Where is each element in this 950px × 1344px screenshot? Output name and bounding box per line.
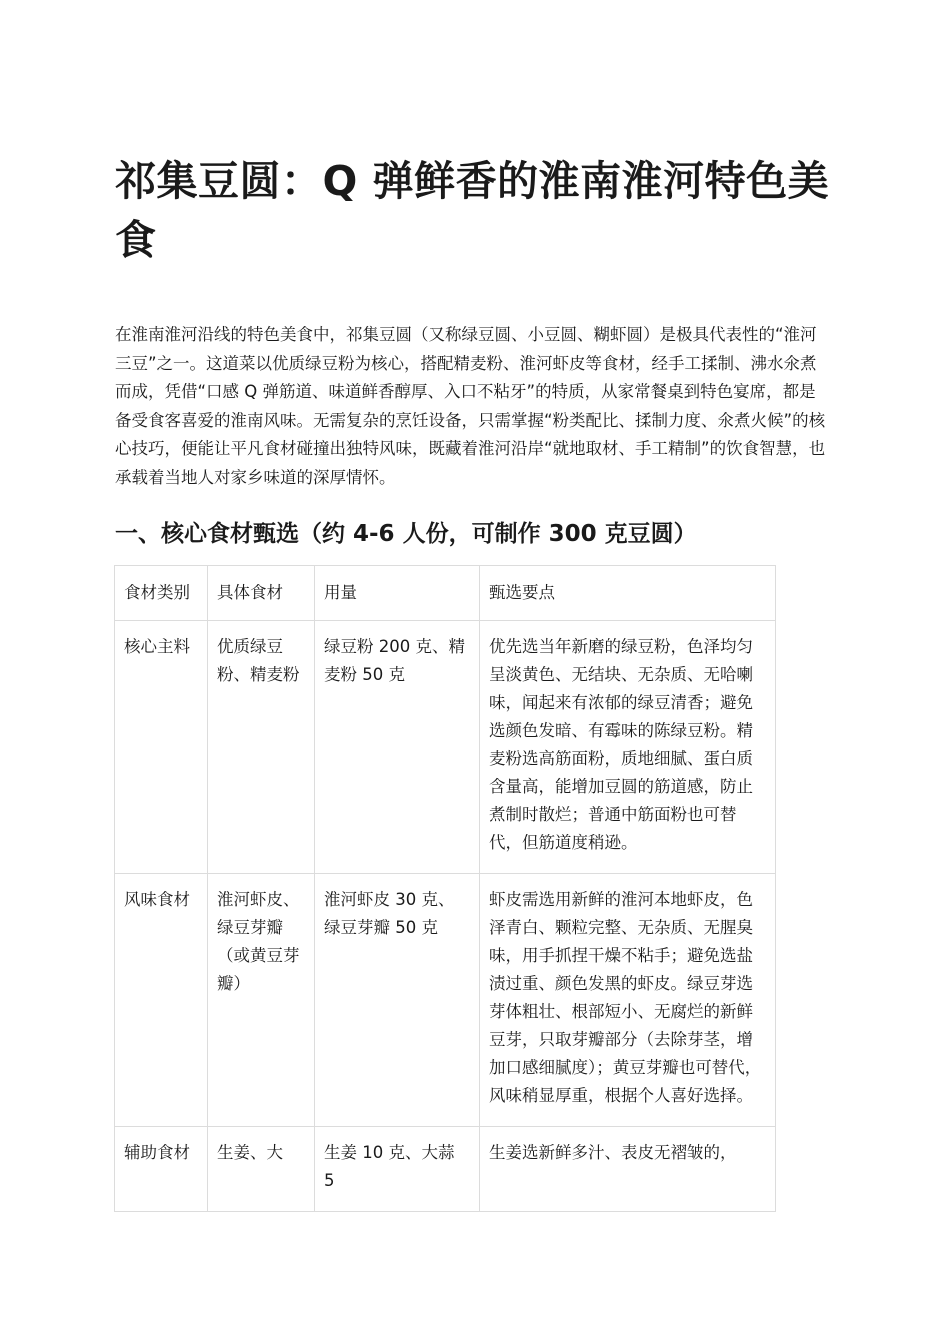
table-cell-ingredient: 淮河虾皮、绿豆芽瓣（或黄豆芽瓣） bbox=[208, 874, 315, 1127]
table-cell-amount: 生姜 10 克、大蒜 5 bbox=[315, 1127, 480, 1212]
table-cell-ingredient: 生姜、大 bbox=[208, 1127, 315, 1212]
table-header-cell: 食材类别 bbox=[115, 566, 208, 621]
table-cell-category: 风味食材 bbox=[115, 874, 208, 1127]
table-cell-ingredient: 优质绿豆粉、精麦粉 bbox=[208, 621, 315, 874]
table-header-row bbox=[115, 566, 776, 621]
table-cell-tips: 虾皮需选用新鲜的淮河本地虾皮，色泽青白、颗粒完整、无杂质、无腥臭味，用手抓捏干燥不粘手；避免选盐渍过重、颜色发黑的虾皮。绿豆芽选芽体粗壮、根部短小、无腐烂的新鲜豆芽，只取芽瓣部分（去除芽茎，增加口感细腻度）；黄豆芽瓣也可替代，风味稍显厚重，根据个人喜好选择。 bbox=[480, 874, 776, 1127]
table-cell-amount: 淮河虾皮 30 克、绿豆芽瓣 50 克 bbox=[315, 874, 480, 1127]
table-cell-category: 核心主料 bbox=[115, 621, 208, 874]
table-cell-tips: 生姜选新鲜多汁、表皮无褶皱的， bbox=[480, 1127, 776, 1212]
page-bottom-margin bbox=[0, 1225, 950, 1344]
table-row bbox=[115, 621, 776, 874]
ingredients-table bbox=[114, 565, 776, 1212]
table-header-cell: 甄选要点 bbox=[480, 566, 776, 621]
intro-paragraph: 在淮南淮河沿线的特色美食中，祁集豆圆（又称绿豆圆、小豆圆、糊虾圆）是极具代表性的“淮河三豆”之一。这道菜以优质绿豆粉为核心，搭配精麦粉、淮河虾皮等食材，经手工揉制、沸水氽煮而成，凭借“口感 Q 弹筋道、味道鲜香醇厚、入口不粘牙”的特质，从家常餐桌到特色宴席，都是备受食客喜爱的淮南风味。无需复杂的烹饪设备，只需掌握“粉类配比、揉制力度、氽煮火候”的核心技巧，便能让平凡食材碰撞出独特风味，既藏着淮河沿岸“就地取材、手工精制”的饮食智慧，也承载着当地人对家乡味道的深厚情怀。 bbox=[115, 325, 826, 487]
table-header-cell: 具体食材 bbox=[208, 566, 315, 621]
table-header-cell: 用量 bbox=[315, 566, 480, 621]
table-row bbox=[115, 874, 776, 1127]
table-cell-category: 辅助食材 bbox=[115, 1127, 208, 1212]
page-title: 祁集豆圆：Q 弹鲜香的淮南淮河特色美食 bbox=[115, 157, 830, 264]
table-row bbox=[115, 1127, 776, 1212]
table-cell-tips: 优先选当年新磨的绿豆粉，色泽均匀呈淡黄色、无结块、无杂质、无哈喇味，闻起来有浓郁的绿豆清香；避免选颜色发暗、有霉味的陈绿豆粉。精麦粉选高筋面粉，质地细腻、蛋白质含量高，能增加豆圆的筋道感，防止煮制时散烂；普通中筋面粉也可替代，但筋道度稍逊。 bbox=[480, 621, 776, 874]
section-heading-ingredients: 一、核心食材甄选（约 4-6 人份，可制作 300 克豆圆） bbox=[115, 521, 697, 547]
table-cell-amount: 绿豆粉 200 克、精麦粉 50 克 bbox=[315, 621, 480, 874]
